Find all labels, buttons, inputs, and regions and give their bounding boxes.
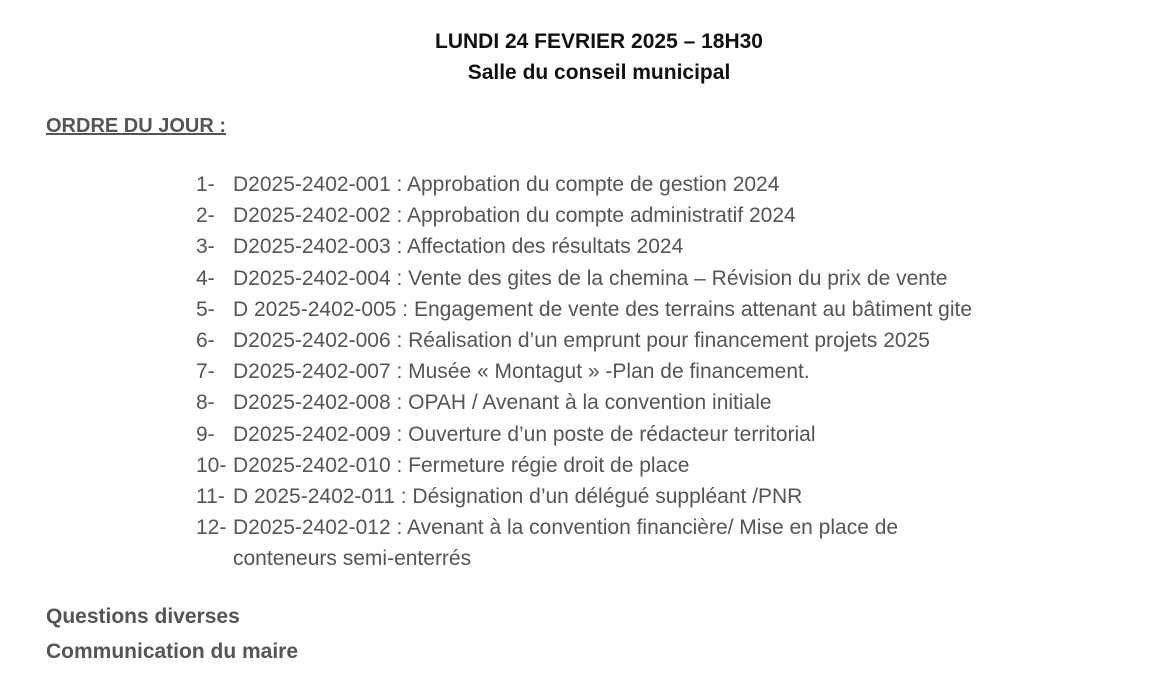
agenda-item-text <box>233 387 1096 418</box>
agenda-item-line: D2025-2402-002 : Approbation du compte administratif 2024 <box>233 204 796 228</box>
agenda-item-number: 2- <box>196 204 215 228</box>
agenda-item-text <box>233 200 1096 231</box>
agenda-list <box>196 169 1096 575</box>
agenda-item-number: 12- <box>196 516 227 540</box>
agenda-item-text <box>233 263 1096 294</box>
agenda-item-text <box>233 294 1096 325</box>
agenda-item-line: D2025-2402-008 : OPAH / Avenant à la convention initiale <box>233 391 772 415</box>
agenda-item-line: D2025-2402-001 : Approbation du compte de gestion 2024 <box>233 173 780 196</box>
agenda-item-number: 3- <box>196 235 215 259</box>
agenda-item <box>196 294 1096 325</box>
agenda-item-line: D2025-2402-007 : Musée « Montagut » -Plan de financement. <box>233 360 810 384</box>
agenda-item <box>196 450 1096 481</box>
agenda-item-text <box>233 481 1096 512</box>
agenda-item-text <box>233 450 1096 481</box>
meeting-date-title: LUNDI 24 FEVRIER 2025 – 18H30 <box>435 30 763 53</box>
agenda-item-text <box>233 231 1096 262</box>
agenda-item <box>196 419 1096 450</box>
agenda-item <box>196 263 1096 294</box>
agenda-item-line: D 2025-2402-005 : Engagement de vente des terrains attenant au bâtiment gite <box>233 297 972 321</box>
agenda-item-line: D 2025-2402-011 : Désignation d’un délégué suppléant /PNR <box>233 485 803 509</box>
agenda-item-line: D2025-2402-004 : Vente des gites de la chemina – Révision du prix de vente <box>233 266 948 290</box>
agenda-item-text <box>233 512 1096 574</box>
agenda-item-line: D2025-2402-009 : Ouverture d’un poste de rédacteur territorial <box>233 422 816 446</box>
agenda-item <box>196 169 1096 200</box>
agenda-item-number: 4- <box>196 266 215 290</box>
agenda-item-number: 8- <box>196 391 215 415</box>
agenda-item <box>196 512 1096 574</box>
agenda-item-line: D2025-2402-012 : Avenant à la convention financière/ Mise en place de <box>233 516 899 540</box>
agenda-item <box>196 231 1096 262</box>
agenda-item-line: D2025-2402-010 : Fermeture régie droit de place <box>233 453 690 477</box>
agenda-item <box>196 325 1096 356</box>
agenda-item <box>196 387 1096 418</box>
agenda-item <box>196 356 1096 387</box>
agenda-item-text <box>233 325 1096 356</box>
agenda-item-text <box>233 419 1096 450</box>
communication-maire-heading: Communication du maire <box>46 640 299 663</box>
questions-diverses-heading: Questions diverses <box>46 605 240 628</box>
document-header <box>0 26 1168 88</box>
agenda-heading: ORDRE DU JOUR : <box>46 115 227 137</box>
agenda-item-number: 5- <box>196 297 215 321</box>
agenda-item-number: 11- <box>196 485 225 509</box>
agenda-item-number: 9- <box>196 422 215 446</box>
agenda-item-line: conteneurs semi-enterrés <box>233 547 472 571</box>
agenda-item-line: D2025-2402-006 : Réalisation d’un emprunt pour financement projets 2025 <box>233 329 930 353</box>
agenda-item <box>196 200 1096 231</box>
agenda-item <box>196 481 1096 512</box>
agenda-item-number: 1- <box>196 173 215 196</box>
agenda-item-number: 6- <box>196 329 215 353</box>
agenda-item-number: 10- <box>196 453 227 477</box>
meeting-location: Salle du conseil municipal <box>467 61 731 84</box>
agenda-item-number: 7- <box>196 360 215 384</box>
agenda-item-text <box>233 169 1096 200</box>
agenda-item-text <box>233 356 1096 387</box>
agenda-item-line: D2025-2402-003 : Affectation des résultats 2024 <box>233 235 684 259</box>
